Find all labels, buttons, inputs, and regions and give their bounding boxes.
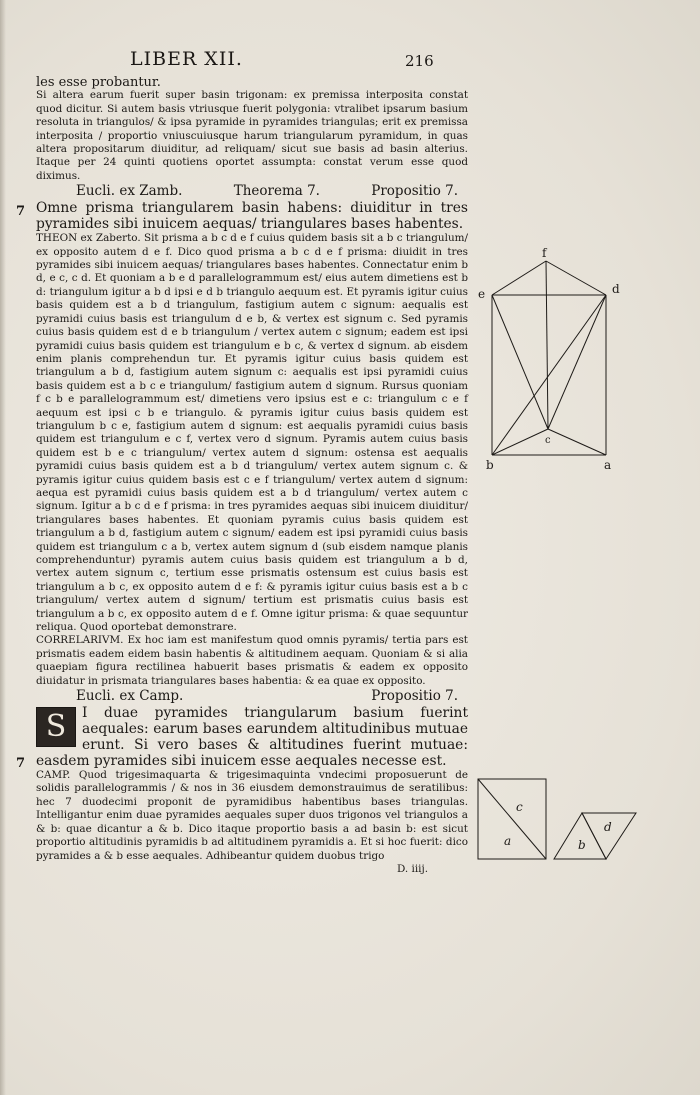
edge [492, 429, 548, 455]
base-label: b [578, 838, 586, 852]
edge [546, 261, 548, 429]
vertex-label: c [545, 435, 551, 446]
margin-number: 7 [16, 756, 26, 771]
prism-diagram [478, 245, 638, 475]
edge [492, 295, 548, 429]
edge [546, 261, 606, 295]
paragraph: CAMP. Quod trigesimaquarta & trigesimaquinta vndecimi proposuerunt de solidis parallelogrammis / & nos in 36 eiusdem demonstrauimus de seratilibus: hec 7 duodecimi proponit de pyramidibus habentibus bases triangulas. Intelligantur enim duae pyramides aequales super duos trigonos vel triangulos a & b: quae dicantur a & b. Dico itaque proportio basis a ad basin b: est sicut proportio altitudinis pyramidis b ad altitudinem pyramidis a. Et si hoc fuerit: dico pyramides a & b esse aequales. Adhibeantur quidem duobus trigo [36, 769, 468, 862]
edge [548, 429, 606, 455]
source-label: Eucli. ex Camp. [76, 688, 184, 705]
gutter-shadow [0, 0, 6, 1095]
decorated-initial: S [36, 707, 76, 747]
base-label: d [604, 820, 612, 834]
paragraph: THEON ex Zaberto. Sit prisma a b c d e f cuius quidem basis sit a b c triangulum/ ex opposito autem d e f. Dico quod prisma a b c d e f prisma: diuidit in tres pyramides sibi inuicem aequas/ triangulares bases habentes. Connectatur enim b d, e c, c d. Et quoniam a b e d parallelogrammum est/ eius autem dimetiens est b d: triangulum igitur a b d ipsi e d b triangulo aequum est. Et pyramis igitur cuius basis quidem est a b d triangulum, fastigium autem c signum: aequalis est pyramidi cuius basis est triangulum d e b, & vertex est signum c. Sed pyramis cuius basis quidem est d e b triangulum / vertex autem c signum; eadem est ipsi pyramidi cuius basis quidem est triangulum e b c, & vertex d signum. ab eisdem enim planis comprehendun tur. Et pyramis igitur cuius basis quidem est triangulum a b d, fastigium autem signum c: aequalis est ipsi pyramidi cuius basis quidem est a b c e triangulum/ fastigium autem d signum. Rursus quoniam f c b e parallelogrammum est/ dimetiens vero ipsius est e c: triangulum c e f aequum est ipsi c b e triangulo. & pyramis igitur cuius basis quidem est triangulum b c e, fastigium autem d signum: est aequalis pyramidi cuius basis quidem est triangulum e c f, vertex vero d signum. Pyramis autem cuius basis quidem est b e c triangulum/ vertex autem d signum: ostensa est aequalis pyramidi cuius basis quidem est a b d triangulum/ vertex autem signum c. & pyramis igitur cuius quidem basis est c e f triangulum/ vertex autem d signum: aequa est pyramidi cuius basis quidem est a b d triangulum/ vertex autem c signum. Igitur a b c d e f prisma: in tres pyramides aequas sibi inuicem diuiditur/ triangulares bases habentes. Et quoniam pyramis cuius basis quidem est triangulum a b d, fastigium autem c signum/ eadem est ipsi pyramidi cuius basis quidem est triangulum c a b, vertex autem signum d (sub eisdem namque planis comprehenduntur) pyramis autem cuius basis quidem est triangulum a b d, vertex autem signum c, tertium esse prismatis ostensum est cuius basis est triangulum a b c, ex opposito autem d e f: & pyramis igitur cuius basis est a b c triangulum/ vertex autem d signum/ tertium est prismatis cuius basis est triangulum a b c, ex opposito autem d e f. Omne igitur prisma: & quae sequuntur reliqua. Quod oportebat demonstrare. [36, 232, 468, 634]
proposition-label: Propositio 7. [371, 688, 458, 705]
vertex-label: f [542, 246, 547, 260]
main-text-column [36, 76, 468, 876]
proposition-heading [36, 688, 468, 705]
paragraph: les esse probantur. [36, 75, 161, 90]
source-label: Eucli. ex Zamb. [76, 183, 183, 200]
page-header [130, 48, 434, 76]
decorated-enunciation [36, 705, 468, 769]
base-label: a [504, 834, 512, 848]
enunciation: I duae pyramides triangularum basium fuerint aequales: earum bases earundem altitudinibus mutuae erunt. Si vero bases & altitudines fuerint mutuae: easdem pyramides sibi inuicem esse aequales necesse est. [36, 705, 468, 770]
corollary: CORRELARIVM. Ex hoc iam est manifestum quod omnis pyramis/ tertia pars est prismatis eadem eidem basin habentis & altitudinem aequam. Quoniam & si alia quaepiam figura rectilinea habuerit bases prismatis & eadem ex opposito diuidatur in prismata triangulares bases habentia: & ea quae ex opposito. [36, 634, 468, 687]
triangle-b [554, 813, 606, 859]
bases-diagram [476, 775, 641, 865]
enunciation: Omne prisma triangularem basin habens: diuiditur in tres pyramides sibi inuicem aequas/ triangulares bases habentes. [36, 200, 468, 233]
proposition-label: Propositio 7. [371, 183, 458, 200]
running-title: LIBER XII. [130, 48, 243, 70]
paragraph: Si altera earum fuerit super basin trigonam: ex premissa interposita constat quod dicitur. Si autem basis vtriusque fuerit polygonia: vtralibet ipsarum basium resoluta in triangulos/ & ipsa pyramide in pyramides triangulas; erit ex premissa interposita / proportio vniuscuiusque harum triangularum pyramidum, in quas altera propositarum diuiditur, ad reliquam/ sicut sue basis ad basin alterius. Itaque per 24 quinti quotiens oportet assumpta: constat verum esse quod diximus. [36, 89, 468, 182]
vertex-label: b [486, 458, 494, 472]
diagonal [478, 779, 546, 859]
vertex-label: a [604, 458, 612, 472]
vertex-label: d [612, 282, 620, 296]
base-label: c [516, 800, 523, 814]
vertex-label: e [478, 287, 486, 301]
folio-number: 216 [405, 52, 434, 70]
margin-number: 7 [16, 204, 26, 219]
edge [492, 295, 606, 455]
edge [548, 295, 606, 429]
proposition-heading [36, 183, 468, 200]
edge [492, 261, 546, 295]
theorem-label: Theorema 7. [233, 183, 320, 200]
signature-mark: D. iiij. [396, 862, 428, 875]
